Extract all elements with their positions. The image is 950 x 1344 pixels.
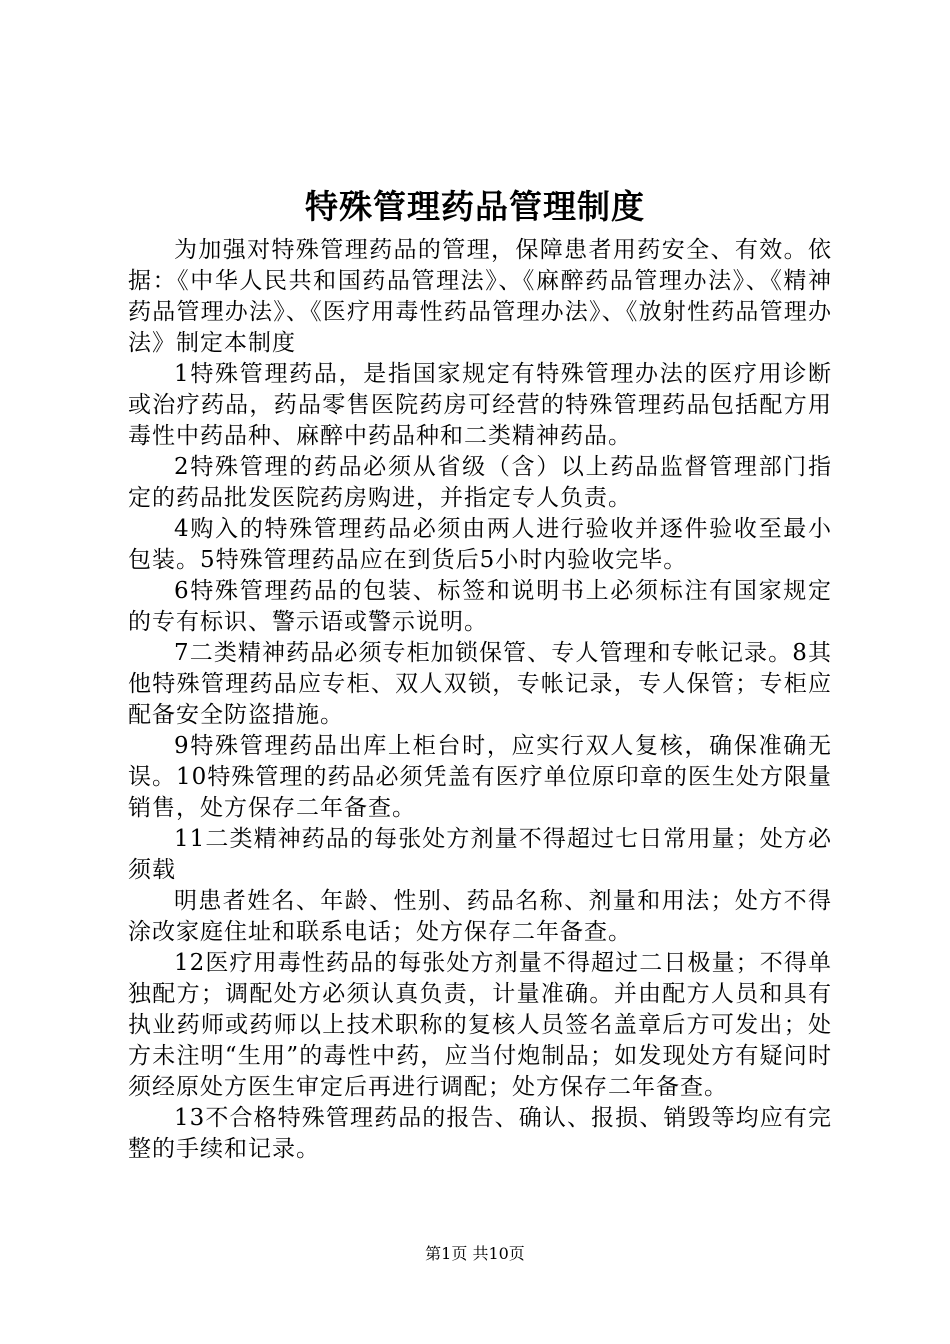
paragraph-1: 1特殊管理药品，是指国家规定有特殊管理办法的医疗用诊断或治疗药品，药品零售医院药房可经营的特殊管理药品包括配方用毒性中药品种、麻醉中药品种和二类精神药品。 <box>128 361 832 449</box>
paragraph-11-continued: 明患者姓名、年龄、性别、药品名称、剂量和用法；处方不得涂改家庭住址和联系电话；处方保存二年备查。 <box>128 888 832 945</box>
paragraph-9-10: 9特殊管理药品出库上柜台时，应实行双人复核，确保准确无误。10特殊管理的药品必须凭盖有医疗单位原印章的医生处方限量销售，处方保存二年备查。 <box>128 733 832 821</box>
paragraph-11: 11二类精神药品的每张处方剂量不得超过七日常用量；处方必须载 <box>128 826 832 883</box>
paragraph-13: 13不合格特殊管理药品的报告、确认、报损、销毁等均应有完整的手续和记录。 <box>128 1105 832 1162</box>
document-title: 特殊管理药品管理制度 <box>305 187 645 226</box>
document-body <box>128 235 832 1165</box>
page-number-footer: 第1页 共10页 <box>425 1244 525 1263</box>
paragraph-4-5: 4购入的特殊管理药品必须由两人进行验收并逐件验收至最小包装。5特殊管理药品应在到货后5小时内验收完毕。 <box>128 516 832 573</box>
paragraph-intro: 为加强对特殊管理药品的管理，保障患者用药安全、有效。依据：《中华人民共和国药品管理法》、《麻醉药品管理办法》、《精神药品管理办法》、《医疗用毒性药品管理办法》、《放射性药品管理办法》制定本制度 <box>128 237 832 356</box>
paragraph-12: 12医疗用毒性药品的每张处方剂量不得超过二日极量；不得单独配方；调配处方必须认真负责，计量准确。并由配方人员和具有执业药师或药师以上技术职称的复核人员签名盖章后方可发出；处方未注明“生用”的毒性中药，应当付炮制品；如发现处方有疑问时须经原处方医生审定后再进行调配；处方保存二年备查。 <box>128 950 832 1100</box>
paragraph-6: 6特殊管理药品的包装、标签和说明书上必须标注有国家规定的专有标识、警示语或警示说明。 <box>128 578 832 635</box>
paragraph-7-8: 7二类精神药品必须专柜加锁保管、专人管理和专帐记录。8其他特殊管理药品应专柜、双人双锁，专帐记录，专人保管；专柜应配备安全防盗措施。 <box>128 640 832 728</box>
paragraph-2: 2特殊管理的药品必须从省级（含）以上药品监督管理部门指定的药品批发医院药房购进，并指定专人负责。 <box>128 454 832 511</box>
